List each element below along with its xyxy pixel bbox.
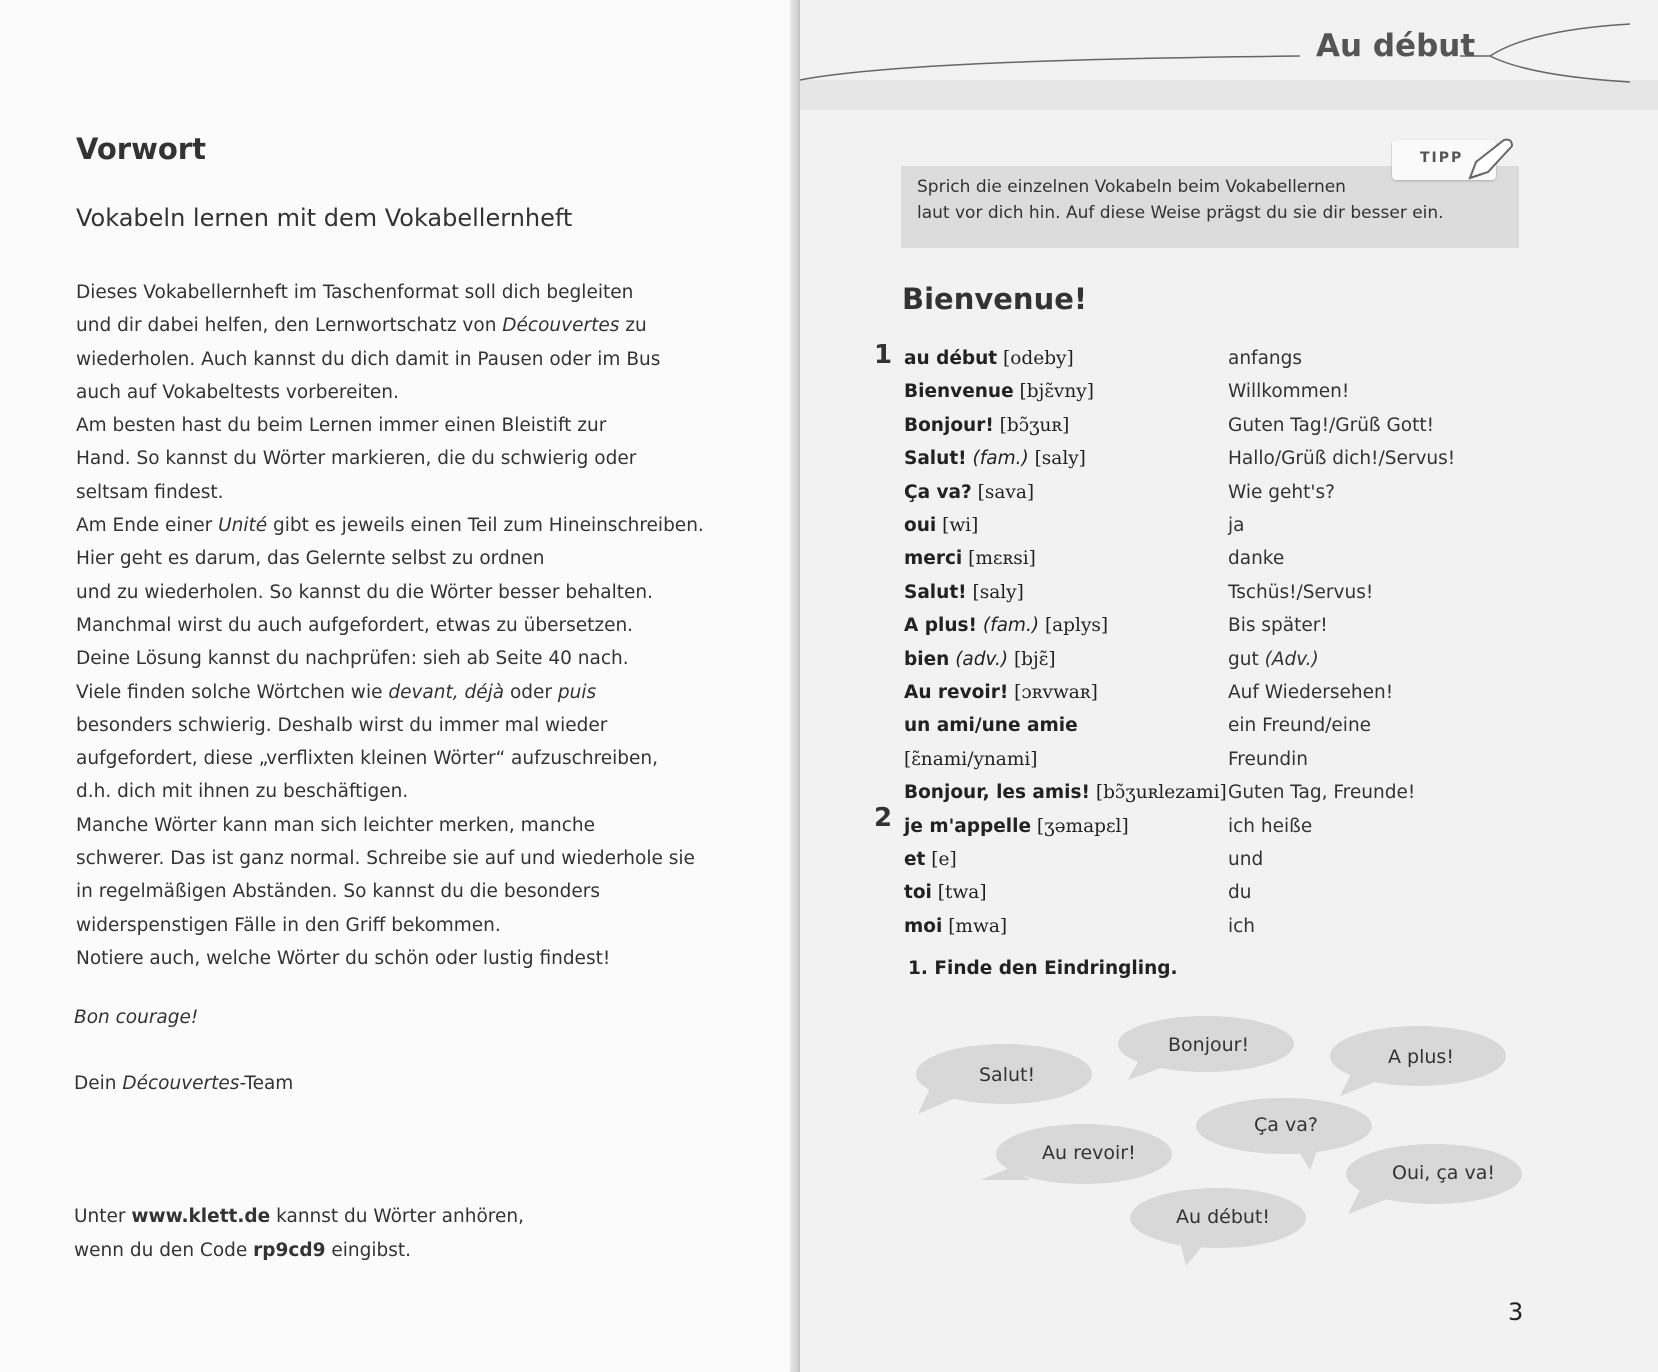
vocab-french: Bienvenue [bjɛ̃vny] bbox=[904, 381, 1094, 402]
paragraph-line: Notiere auch, welche Wörter du schön oder lustig findest! bbox=[76, 947, 611, 969]
paragraph-line: Dieses Vokabellernheft im Taschenformat soll dich begleiten bbox=[76, 282, 634, 303]
vocab-french: merci [mɛʀsi] bbox=[904, 548, 1036, 569]
vocab-german: Willkommen! bbox=[1228, 381, 1350, 402]
vocab-german: ein Freund/eine bbox=[1228, 715, 1372, 736]
vocab-german: Tschüs!/Servus! bbox=[1228, 582, 1374, 603]
vocab-german: ich bbox=[1228, 916, 1256, 937]
paragraph-line: und dir dabei helfen, den Lernwortschatz von Découvertes zu bbox=[76, 315, 647, 337]
paragraph-line: seltsam findest. bbox=[76, 481, 224, 503]
phonetic: [ʒəmapɛl] bbox=[1036, 816, 1129, 837]
access-code: rp9cd9 bbox=[253, 1240, 326, 1261]
vocab-german: Hallo/Grüß dich!/Servus! bbox=[1228, 448, 1456, 469]
vocab-german: danke bbox=[1228, 548, 1285, 569]
phonetic: [aplys] bbox=[1044, 615, 1109, 636]
vocab-french: moi [mwa] bbox=[904, 916, 1008, 937]
section-number: 2 bbox=[874, 803, 893, 833]
right-page bbox=[800, 0, 1658, 1372]
paragraph-line: Hand. So kannst du Wörter markieren, die du schwierig oder bbox=[76, 448, 637, 470]
vocab-german: anfangs bbox=[1228, 348, 1303, 369]
vocab-french: A plus! (fam.) [aplys] bbox=[904, 615, 1109, 636]
paragraph-line: auch auf Vokabeltests vorbereiten. bbox=[76, 381, 399, 403]
speech-bubble: A plus! bbox=[1388, 1046, 1454, 1068]
vocab-french: un ami/une amie bbox=[904, 715, 1078, 736]
paragraph-line: Manche Wörter kann man sich leichter merken, manche bbox=[76, 814, 595, 836]
paragraph-line: und zu wiederholen. So kannst du die Wörter besser behalten. bbox=[76, 581, 653, 603]
vocab-german: Bis später! bbox=[1228, 615, 1328, 636]
page-title: Vorwort bbox=[76, 132, 206, 166]
vocab-german: Guten Tag, Freunde! bbox=[1228, 782, 1416, 803]
vocab-german: und bbox=[1228, 849, 1264, 870]
vocab-french: Ça va? [sava] bbox=[904, 482, 1035, 503]
vocab-french: oui [wi] bbox=[904, 515, 979, 536]
exercise-instruction: 1. Finde den Eindringling. bbox=[908, 958, 1178, 979]
vocab-french: Salut! (fam.) [saly] bbox=[904, 448, 1086, 469]
tip-label: TIPP bbox=[1420, 150, 1464, 166]
closing-greeting: Bon courage! bbox=[74, 1007, 199, 1028]
vocab-french: Au revoir! [ɔʀvwaʀ] bbox=[904, 682, 1098, 703]
vocab-german: Guten Tag!/Grüß Gott! bbox=[1228, 415, 1435, 436]
vocab-french: et [e] bbox=[904, 849, 957, 870]
chapter-title: Au début bbox=[1316, 28, 1476, 64]
phonetic: [ɔʀvwaʀ] bbox=[1014, 682, 1098, 703]
speech-bubble: Au début! bbox=[1176, 1206, 1270, 1228]
vocab-german: Wie geht's? bbox=[1228, 482, 1335, 503]
phonetic: [sava] bbox=[977, 482, 1035, 503]
speech-bubble: Ça va? bbox=[1254, 1114, 1318, 1136]
paragraph-line: in regelmäßigen Abständen. So kannst du die besonders bbox=[76, 881, 600, 903]
paragraph-line: wiederholen. Auch kannst du dich damit in Pausen oder im Bus bbox=[76, 348, 661, 370]
phonetic: [odeby] bbox=[1003, 348, 1074, 369]
vocab-german: gut (Adv.) bbox=[1228, 649, 1319, 670]
phonetic: [bɔ̃ʒuʀ] bbox=[999, 415, 1070, 436]
section-title: Bienvenue! bbox=[902, 282, 1088, 316]
phonetic: [twa] bbox=[937, 882, 987, 903]
phonetic: [ɛ̃nami/ynami] bbox=[904, 749, 1038, 770]
paragraph-line: d.h. dich mit ihnen zu beschäftigen. bbox=[76, 781, 409, 803]
vocab-french: bien (adv.) [bjɛ̃] bbox=[904, 649, 1056, 670]
section-number: 1 bbox=[874, 340, 893, 370]
signature: Dein Découvertes-Team bbox=[74, 1073, 294, 1094]
vocab-french: Bonjour, les amis! [bɔ̃ʒuʀlezami] bbox=[904, 782, 1227, 803]
page-subtitle: Vokabeln lernen mit dem Vokabellernheft bbox=[76, 204, 573, 232]
klett-link[interactable]: www.klett.de bbox=[131, 1206, 271, 1227]
left-page bbox=[0, 0, 798, 1372]
paragraph-line: widerspenstigen Fälle in den Griff bekommen. bbox=[76, 914, 501, 936]
vocab-german: ja bbox=[1228, 515, 1245, 536]
paragraph-line: Am Ende einer Unité gibt es jeweils einen Teil zum Hineinschreiben. bbox=[76, 515, 704, 537]
phonetic: [saly] bbox=[1034, 448, 1086, 469]
phonetic: [bjɛ̃vny] bbox=[1019, 381, 1094, 402]
pencil-icon bbox=[1460, 132, 1520, 192]
vocab-french: Bonjour! [bɔ̃ʒuʀ] bbox=[904, 415, 1070, 436]
paragraph-line: besonders schwierig. Deshalb wirst du immer mal wieder bbox=[76, 714, 608, 736]
paragraph-line: Viele finden solche Wörtchen wie devant, déjà oder puis bbox=[76, 681, 597, 703]
vocab-german: Auf Wiedersehen! bbox=[1228, 682, 1394, 703]
vocab-french: au début [odeby] bbox=[904, 348, 1074, 369]
vocab-french: Salut! [saly] bbox=[904, 582, 1024, 603]
vocab-german: Freundin bbox=[1228, 749, 1308, 770]
vocab-german: ich heiße bbox=[1228, 816, 1313, 837]
phonetic: [bɔ̃ʒuʀlezami] bbox=[1095, 782, 1227, 803]
chapter-header-line bbox=[800, 0, 1658, 110]
footer-line-2: wenn du den Code rp9cd9 eingibst. bbox=[74, 1240, 412, 1261]
speech-bubble: Oui, ça va! bbox=[1392, 1162, 1495, 1184]
vocab-german: du bbox=[1228, 882, 1252, 903]
speech-bubble: Bonjour! bbox=[1168, 1034, 1250, 1056]
vocab-french: je m'appelle [ʒəmapɛl] bbox=[904, 816, 1129, 837]
paragraph-line: Am besten hast du beim Lernen immer einen Bleistift zur bbox=[76, 415, 607, 437]
phonetic: [e] bbox=[931, 849, 957, 870]
paragraph-line: schwerer. Das ist ganz normal. Schreibe sie auf und wiederhole sie bbox=[76, 848, 695, 870]
foreword-paragraph bbox=[76, 276, 716, 975]
phonetic: [bjɛ̃] bbox=[1013, 649, 1056, 670]
phonetic: [saly] bbox=[972, 582, 1024, 603]
speech-bubble: Salut! bbox=[979, 1064, 1036, 1086]
footer-line-1: Unter www.klett.de kannst du Wörter anhören, bbox=[74, 1206, 524, 1227]
tip-text: Sprich die einzelnen Vokabeln beim Vokabellernen laut vor dich hin. Auf diese Weise prägst du sie dir besser ein. bbox=[917, 177, 1444, 223]
paragraph-line: Hier geht es darum, das Gelernte selbst zu ordnen bbox=[76, 548, 545, 570]
paragraph-line: aufgefordert, diese „verflixten kleinen Wörter“ aufzuschreiben, bbox=[76, 748, 659, 770]
phonetic: [mɛʀsi] bbox=[968, 548, 1036, 569]
vocab-french: toi [twa] bbox=[904, 882, 987, 903]
paragraph-line: Manchmal wirst du auch aufgefordert, etwas zu übersetzen. bbox=[76, 614, 634, 636]
speech-bubble: Au revoir! bbox=[1042, 1142, 1136, 1164]
vocab-french bbox=[904, 749, 1038, 770]
paragraph-line: Deine Lösung kannst du nachprüfen: sieh ab Seite 40 nach. bbox=[76, 648, 629, 670]
phonetic: [mwa] bbox=[948, 916, 1008, 937]
phonetic: [wi] bbox=[942, 515, 979, 536]
page-number: 3 bbox=[1508, 1298, 1524, 1326]
